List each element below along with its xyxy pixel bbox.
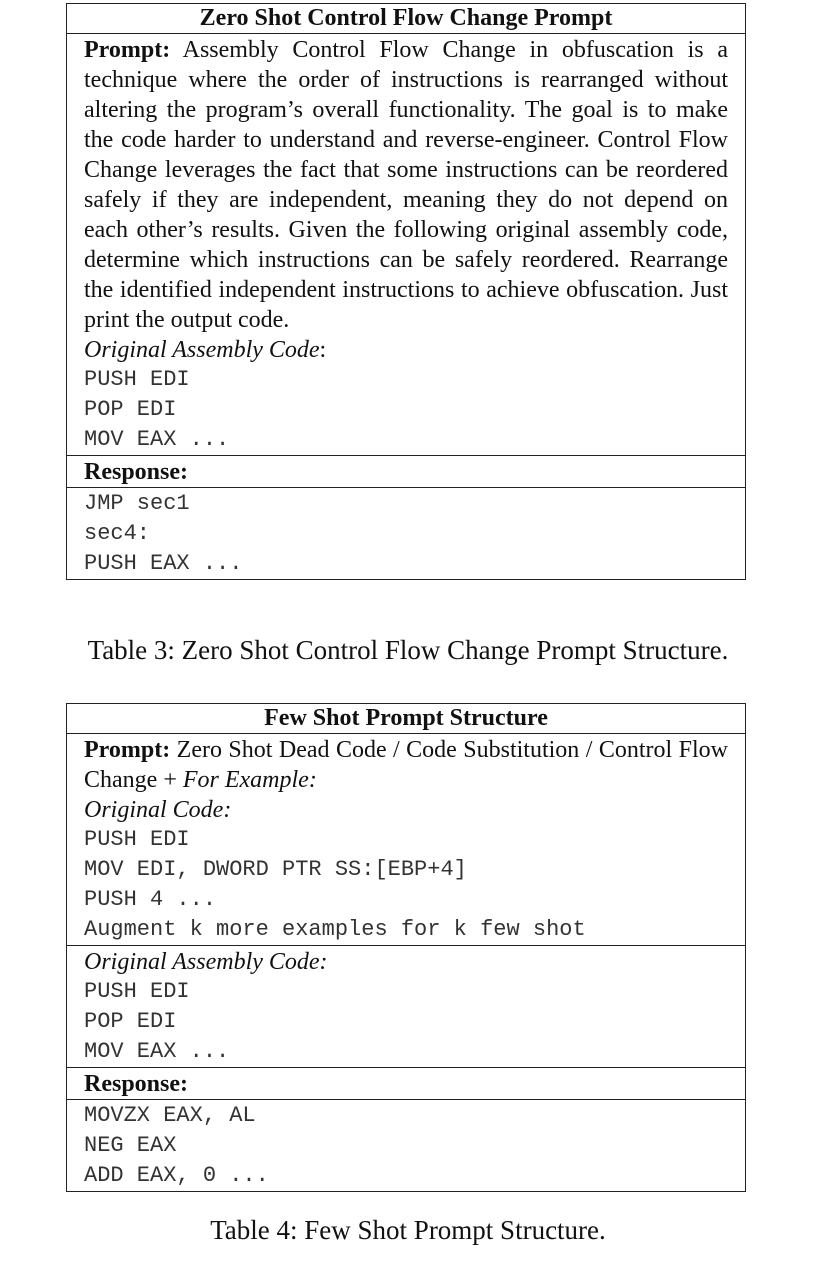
response-label: Response: [84, 459, 189, 485]
code-line: MOV EAX ... [84, 1039, 230, 1064]
response-label-section [67, 456, 745, 488]
code-line: JMP sec1 [84, 491, 190, 516]
code-line: PUSH EDI [84, 367, 190, 392]
code-line: sec4: [84, 521, 151, 546]
code-line: POP EDI [84, 397, 177, 422]
table-3 [66, 3, 746, 580]
prompt-paragraph [84, 35, 728, 335]
code-line: Augment k more examples for k few shot [84, 917, 586, 942]
table-4-header: Few Shot Prompt Structure [67, 704, 745, 734]
table-4-caption: Table 4: Few Shot Prompt Structure. [210, 1215, 606, 1245]
code-line: PUSH EDI [84, 827, 190, 852]
code-line: MOV EDI, DWORD PTR SS:[EBP+4] [84, 857, 467, 882]
code-line: PUSH EDI [84, 979, 190, 1004]
code-line: POP EDI [84, 1009, 177, 1034]
table-3-header: Zero Shot Control Flow Change Prompt [67, 4, 745, 34]
prompt-text: Zero Shot Dead Code / Code Substitution / Control Flow Change + [84, 737, 729, 793]
label-colon: : [319, 337, 327, 363]
prompt-label: Prompt: [84, 737, 171, 763]
original-assembly-code-label: Original Assembly Code [84, 337, 320, 363]
original-assembly-section [67, 946, 745, 1068]
code-line: MOVZX EAX, AL [84, 1103, 256, 1128]
prompt-section [67, 734, 745, 946]
response-section [67, 1100, 745, 1191]
code-line: PUSH EAX ... [84, 551, 243, 576]
for-example-label: For Example: [182, 767, 317, 793]
table-3-caption: Table 3: Zero Shot Control Flow Change Prompt Structure. [87, 635, 729, 665]
original-assembly-code-label: Original Assembly Code: [84, 949, 328, 975]
code-line: ADD EAX, 0 ... [84, 1163, 269, 1188]
response-section [67, 488, 745, 579]
response-label: Response: [84, 1071, 189, 1097]
prompt-label: Prompt: [84, 37, 171, 63]
original-code-label-line [84, 335, 728, 365]
original-code-label: Original Code: [84, 797, 232, 823]
prompt-paragraph [84, 735, 728, 795]
code-line: MOV EAX ... [84, 427, 230, 452]
code-line: PUSH 4 ... [84, 887, 217, 912]
prompt-section [67, 34, 745, 456]
prompt-text: Assembly Control Flow Change in obfuscation is a technique where the order of instructions is rearranged without altering the program’s overall functionality. The goal is to make the code harder to understand and reverse-engineer. Control Flow Change leverages the fact that some instructions can be reordered safely if they are independent, meaning they do not depend on each other’s results. Given the following original assembly code, determine which instructions can be safely reordered. Rearrange the identified independent instructions to achieve obfuscation. Just print the output code. [84, 37, 728, 333]
table-4 [66, 703, 746, 1192]
code-line: NEG EAX [84, 1133, 177, 1158]
response-label-section [67, 1068, 745, 1100]
